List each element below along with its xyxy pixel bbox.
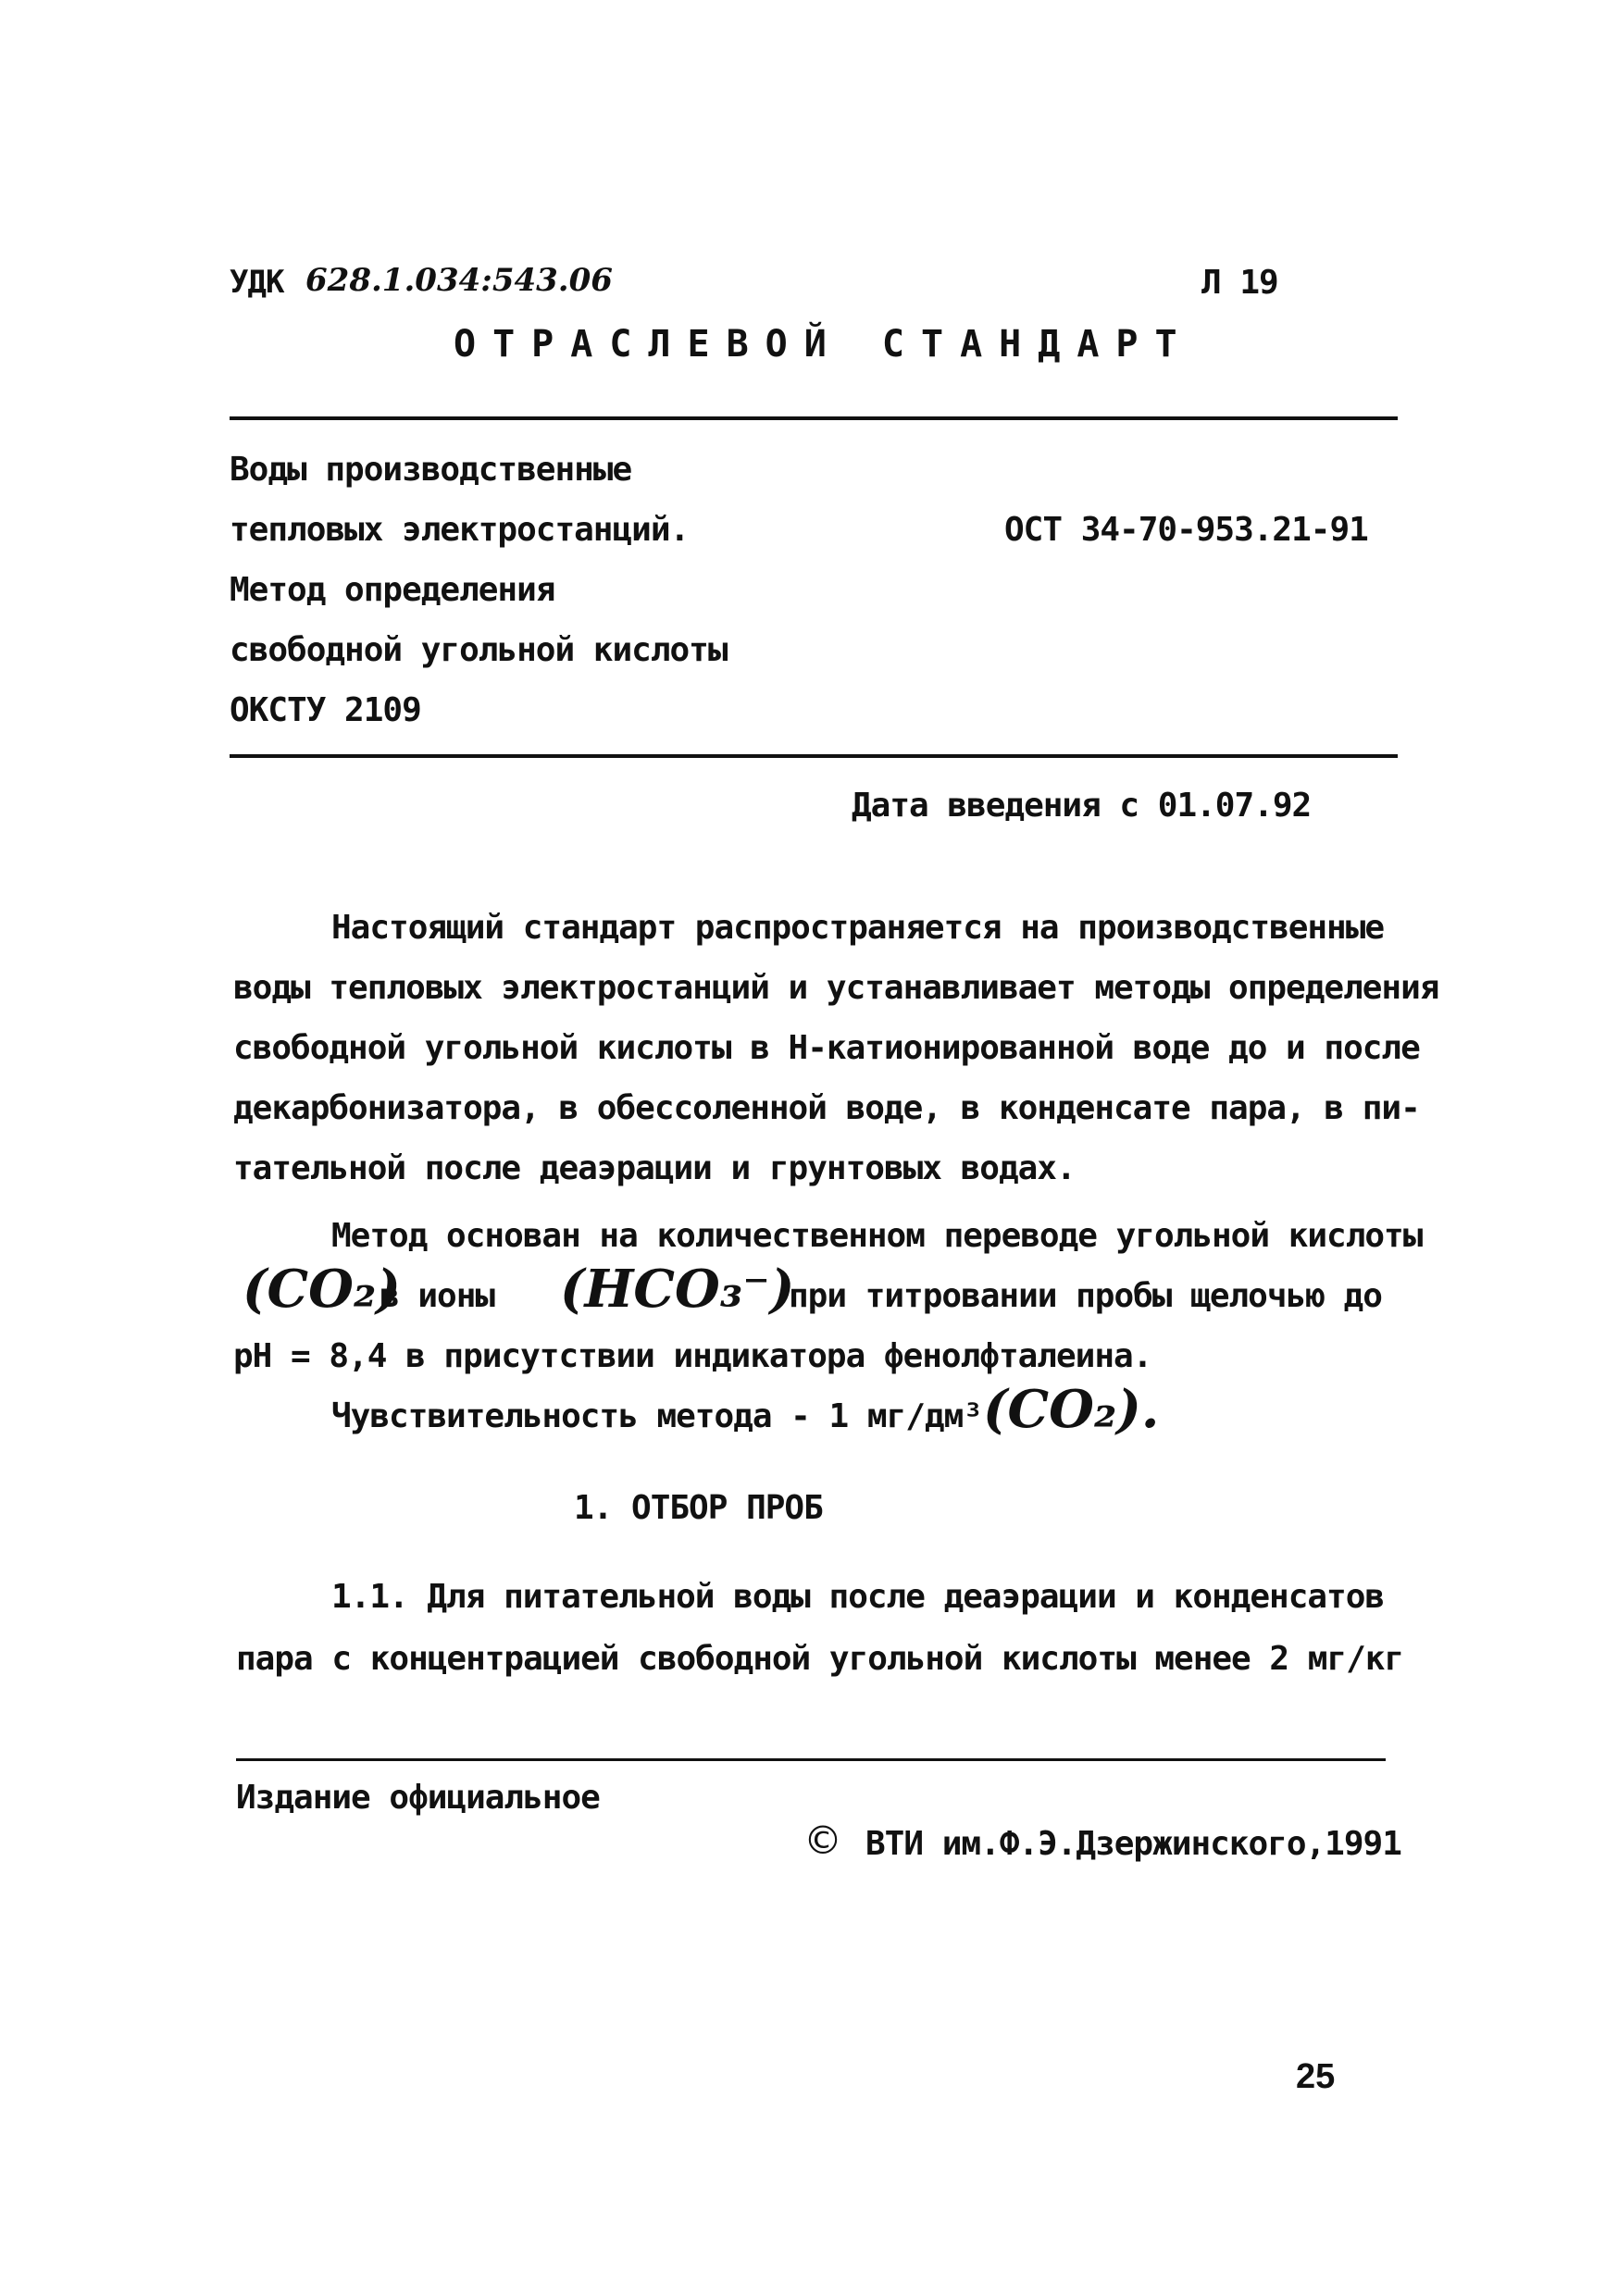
standard-type-heading: ОТРАСЛЕВОЙ СТАНДАРТ bbox=[454, 323, 1194, 366]
clause-1-1-line-2: пара с концентрацией свободной угольной кислоты менее 2 мг/кг bbox=[236, 1640, 1404, 1678]
scope-line-3: свободной угольной кислоты в Н-катионированной воде до и после bbox=[233, 1029, 1420, 1067]
scope-line-5: тательной после деаэрации и грунтовых водах. bbox=[233, 1149, 1076, 1187]
bottom-rule bbox=[230, 754, 1398, 758]
hco3-formula: (HCO₃⁻) bbox=[560, 1259, 795, 1320]
scope-line-2: воды тепловых электростанций и устанавливает методы определения bbox=[233, 969, 1439, 1007]
co2-formula: (CO₂) bbox=[243, 1259, 401, 1320]
group-code: Л 19 bbox=[1201, 264, 1278, 302]
footer-rule bbox=[236, 1758, 1386, 1761]
copyright-holder: ВТИ им.Ф.Э.Дзержинского,1991 bbox=[865, 1825, 1401, 1863]
clause-1-1-line-1: 1.1. Для питательной воды после деаэрации и конденсатов bbox=[331, 1578, 1385, 1616]
scope-line-1: Настоящий стандарт распространяется на производственные bbox=[331, 909, 1385, 947]
page-number: 25 bbox=[1296, 2057, 1336, 2096]
udk-value: 628.1.034:543.06 bbox=[305, 262, 613, 299]
title-line-2: тепловых электростанций. bbox=[230, 511, 690, 549]
top-rule bbox=[230, 416, 1398, 420]
edition-note: Издание официальное bbox=[236, 1779, 600, 1817]
method-line-3: pH = 8,4 в присутствии индикатора фенолфталеина. bbox=[233, 1337, 1152, 1375]
method-line-1: Метод основан на количественном переводе угольной кислоты bbox=[331, 1217, 1423, 1255]
introduction-date: Дата введения с 01.07.92 bbox=[852, 787, 1312, 825]
title-line-4: свободной угольной кислоты bbox=[230, 631, 728, 669]
method-titration-text: при титровании пробы щелочью до bbox=[789, 1277, 1382, 1315]
udk-label: УДК bbox=[230, 264, 284, 301]
okstu-code: ОКСТУ 2109 bbox=[230, 691, 421, 729]
title-line-3: Метод определения bbox=[230, 571, 555, 609]
scope-line-4: декарбонизатора, в обессоленной воде, в конденсате пара, в пи- bbox=[233, 1089, 1420, 1127]
sensitivity-text: Чувствительность метода - 1 мг/дм³ bbox=[331, 1397, 982, 1435]
section-heading: 1. ОТБОР ПРОБ bbox=[574, 1489, 823, 1527]
ost-number: ОСТ 34-70-953.21-91 bbox=[1004, 511, 1368, 549]
title-line-1: Воды производственные bbox=[230, 451, 632, 489]
method-ions-text: в ионы bbox=[380, 1277, 495, 1315]
sensitivity-formula: (CO₂). bbox=[983, 1379, 1160, 1440]
copyright-icon: © bbox=[803, 1818, 842, 1863]
